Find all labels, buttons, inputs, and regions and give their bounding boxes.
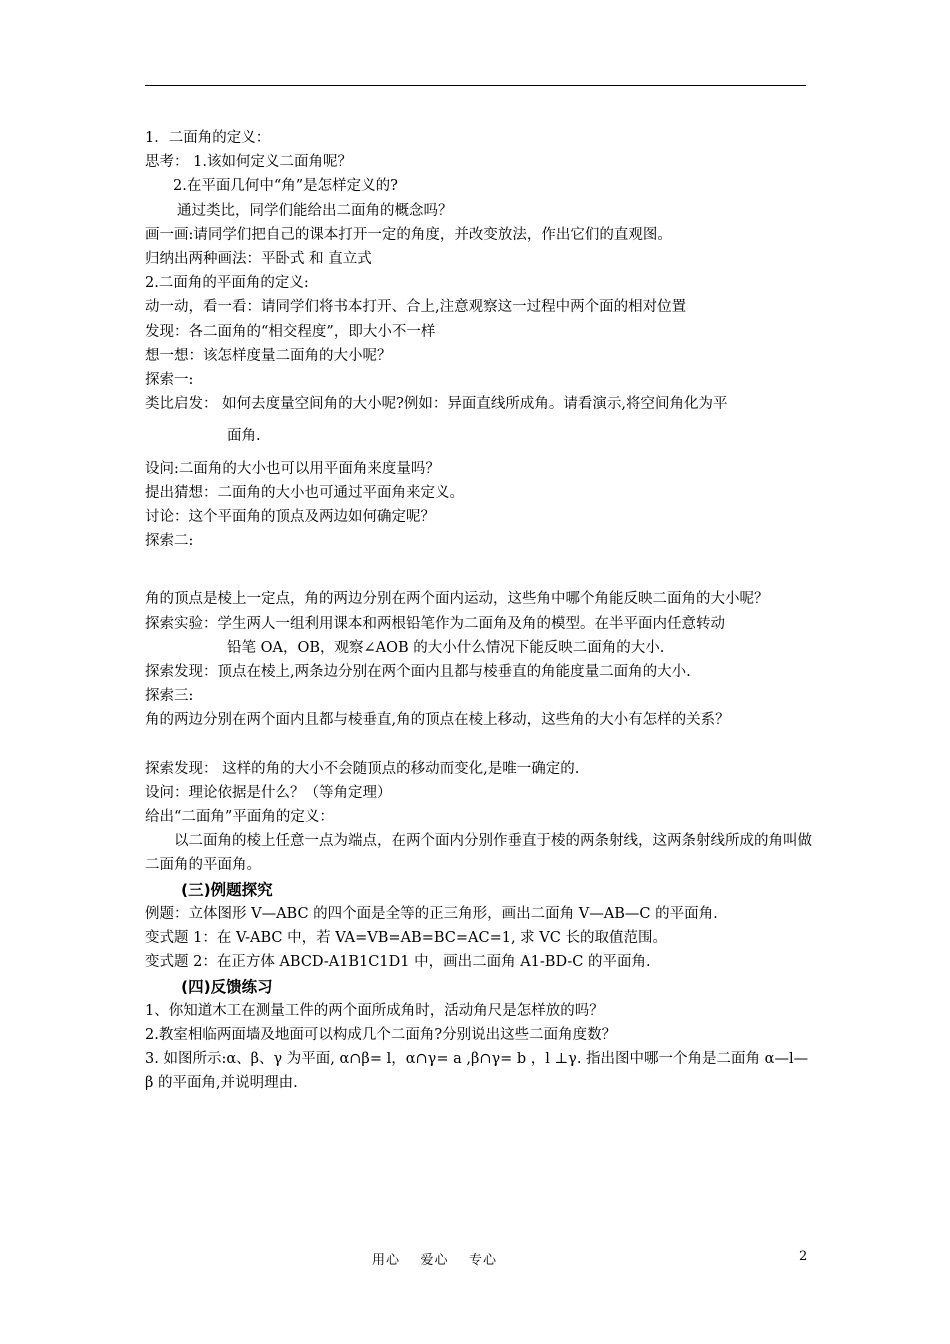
paragraph: 铅笔 OA，OB，观察∠AOB 的大小什么情况下能反映二面角的大小. [227, 639, 665, 656]
paragraph: 探索发现： 这样的角的大小不会随顶点的移动而变化,是唯一确定的. [145, 760, 580, 777]
paragraph: 变式题 2：在正方体 ABCD-A1B1C1D1 中，画出二面角 A1-BD-C 的平面角. [145, 954, 651, 971]
paragraph: 类比启发： 如何去度量空间角的大小呢?例如：异面直线所成角。请看演示,将空间角化为平 [145, 396, 728, 413]
paragraph: 角的顶点是棱上一定点，角的两边分别在两个面内运动，这些角中哪个角能反映二面角的大小呢？ [145, 591, 769, 608]
paragraph: 变式题 1：在 V-ABC 中，若 VA=VB=AB=BC=AC=1, 求 VC 长的取值范围。 [145, 930, 667, 947]
paragraph: 角的两边分别在两个面内且都与棱垂直,角的顶点在棱上移动，这些角的大小有怎样的关系？ [145, 712, 730, 729]
paragraph: 探索发现：顶点在棱上,两条边分别在两个面内且都与棱垂直的角能度量二面角的大小. [145, 664, 691, 681]
paragraph: 探索实验：学生两人一组利用课本和两根铅笔作为二面角及角的模型。在半平面内任意转动 [145, 615, 725, 632]
paragraph: 画一画:请同学们把自己的课本打开一定的角度，并改变放法，作出它们的直观图。 [145, 226, 672, 243]
footer-text: 用心 爱心 专心 [372, 1253, 498, 1268]
paragraph: 1、你知道木工在测量工件的两个面所成角时，活动角尺是怎样放的吗？ [145, 1002, 604, 1019]
paragraph: 归纳出两种画法：平卧式 和 直立式 [145, 251, 372, 268]
paragraph: 2.教室相临两面墙及地面可以构成几个二面角?分别说出这些二面角度数？ [145, 1026, 617, 1043]
paragraph: 想一想：该怎样度量二面角的大小呢？ [145, 347, 392, 364]
paragraph: 面角. [227, 428, 261, 445]
paragraph: 设问：理论依据是什么？（等角定理） [145, 784, 392, 801]
document-body [145, 126, 815, 1096]
section-heading: 1．二面角的定义： [145, 130, 271, 146]
paragraph: 设问:二面角的大小也可以用平面角来度量吗？ [145, 460, 440, 477]
paragraph: 通过类比，同学们能给出二面角的概念吗？ [177, 202, 453, 219]
paragraph: 以二面角的棱上任意一点为端点，在两个面内分别作垂直于棱的两条射线，这两条射线所成的角叫做二面角的平面角。 [145, 833, 812, 874]
paragraph: 动一动，看一看：请同学们将书本打开、合上,注意观察这一过程中两个面的相对位置 [145, 299, 687, 316]
section-heading: (三)例题探究 [181, 880, 273, 899]
page-number: 2 [799, 1249, 808, 1264]
paragraph: 发现：各二面角的“相交程度”，即大小不一样 [145, 323, 436, 340]
header-rule [145, 85, 806, 86]
paragraph: 探索一: [145, 372, 194, 389]
paragraph: 思考： 1.该如何定义二面角呢？ [145, 154, 352, 171]
paragraph: 探索三: [145, 688, 194, 705]
paragraph: 提出猜想：二面角的大小也可通过平面角来定义。 [145, 484, 464, 501]
section-heading: (四)反馈练习 [181, 977, 273, 996]
paragraph: 给出“二面角”平面角的定义： [145, 809, 334, 826]
paragraph: 例题：立体图形 V—ABC 的四个面是全等的正三角形，画出二面角 V—AB—C 的平面角. [145, 905, 718, 922]
paragraph: 2.在平面几何中“角”是怎样定义的? [173, 178, 398, 195]
paragraph: 讨论：这个平面角的顶点及两边如何确定呢？ [145, 509, 435, 526]
section-heading: 2.二面角的平面角的定义: [145, 275, 309, 292]
paragraph: 3. 如图所示:α、β、γ 为平面, α∩β= l，α∩γ= a ,β∩γ= b ，l ⊥γ. 指出图中哪一个角是二面角 α—l—β 的平面角,并说明理由. [145, 1051, 809, 1092]
paragraph: 探索二: [145, 533, 194, 550]
